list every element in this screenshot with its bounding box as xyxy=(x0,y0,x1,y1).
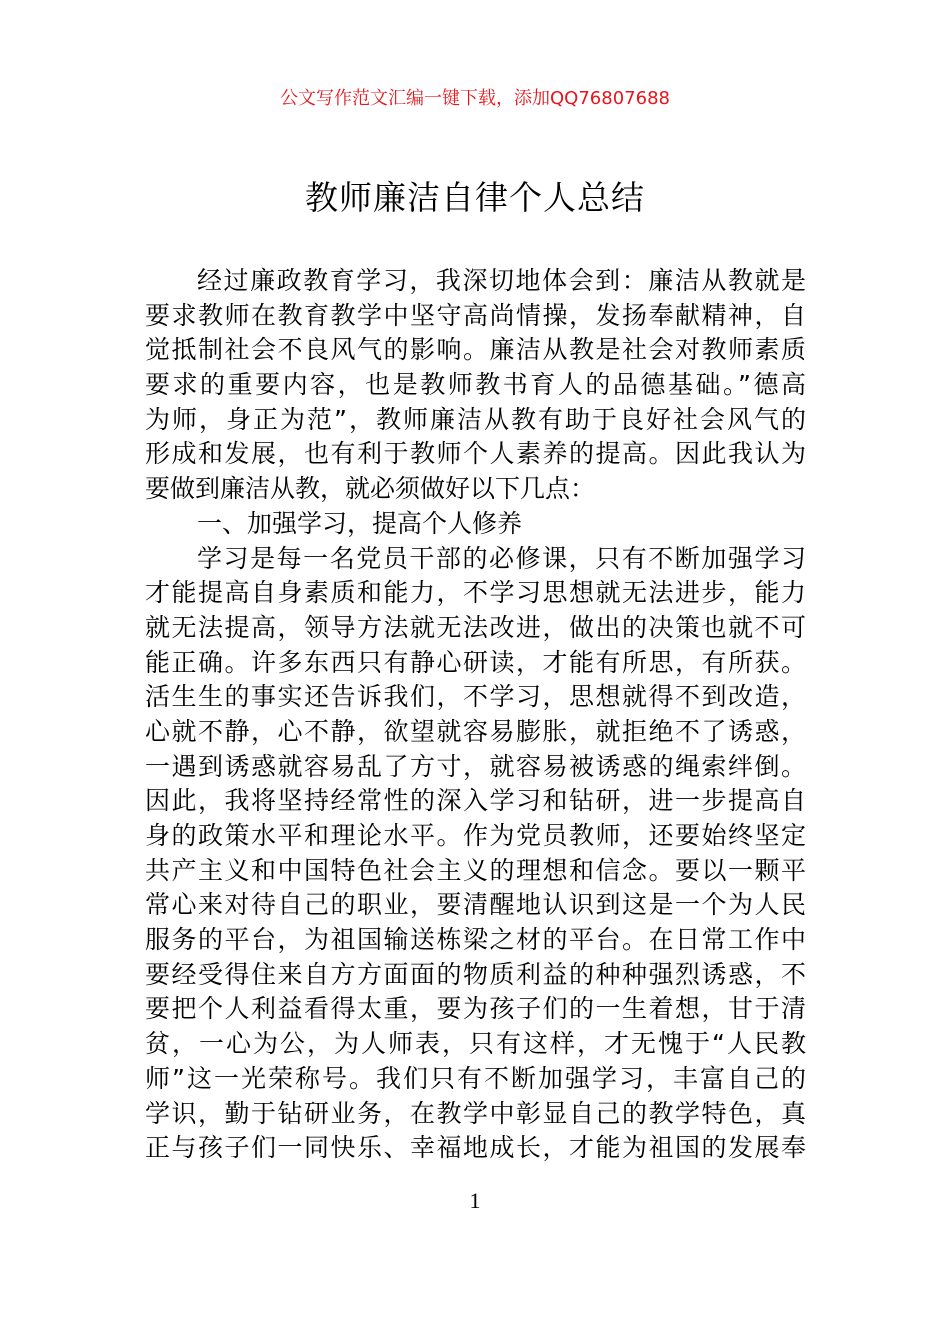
text-line: 要求教师在教育教学中坚守高尚情操，发扬奉献精神，自 xyxy=(145,300,806,330)
section-heading: 一、加强学习，提高个人修养 xyxy=(197,508,523,538)
text-line: 一遇到诱惑就容易乱了方寸，就容易被诱惑的绳索绊倒。 xyxy=(145,751,806,781)
text-line: 师”这一光荣称号。我们只有不断加强学习，丰富自己的 xyxy=(145,1063,806,1093)
document-title: 教师廉洁自律个人总结 xyxy=(305,178,645,217)
text-line: 常心来对待自己的职业，要清醒地认识到这是一个为人民 xyxy=(145,890,806,920)
text-line: 要把个人利益看得太重，要为孩子们的一生着想，甘于清 xyxy=(145,994,806,1024)
text-line: 服务的平台，为祖国输送栋梁之材的平台。在日常工作中 xyxy=(145,925,806,955)
page-number: 1 xyxy=(469,1188,481,1213)
text-line: 觉抵制社会不良风气的影响。廉洁从教是社会对教师素质 xyxy=(145,335,806,365)
text-line: 经过廉政教育学习，我深切地体会到：廉洁从教就是 xyxy=(197,266,806,295)
text-line: 心就不静，心不静，欲望就容易膨胀，就拒绝不了诱惑， xyxy=(145,716,806,746)
text-line: 共产主义和中国特色社会主义的理想和信念。要以一颗平 xyxy=(145,855,806,885)
text-line: 因此，我将坚持经常性的深入学习和钻研，进一步提高自 xyxy=(145,786,806,816)
text-line: 形成和发展，也有利于教师个人素养的提高。因此我认为 xyxy=(145,439,806,469)
text-line: 能正确。许多东西只有静心研读，才能有所思，有所获。 xyxy=(145,647,806,677)
text-line: 活生生的事实还告诉我们，不学习，思想就得不到改造， xyxy=(145,682,806,712)
text-line: 学习是每一名党员干部的必修课，只有不断加强学习 xyxy=(197,543,806,573)
text-line: 贫，一心为公，为人师表，只有这样，才无愧于“人民教 xyxy=(145,1029,806,1059)
promo-header: 公文写作范文汇编一键下载，添加QQ76807688 xyxy=(280,88,670,109)
text-line: 为师，身正为范”，教师廉洁从教有助于良好社会风气的 xyxy=(145,404,806,434)
text-line: 要经受得住来自方方面面的物质利益的种种强烈诱惑，不 xyxy=(145,959,806,989)
text-line: 身的政策水平和理论水平。作为党员教师，还要始终坚定 xyxy=(145,821,806,850)
text-line: 才能提高自身素质和能力，不学习思想就无法进步，能力 xyxy=(145,578,806,608)
text-line: 就无法提高，领导方法就无法改进，做出的决策也就不可 xyxy=(145,612,806,642)
document-body xyxy=(145,264,806,1166)
text-line: 要求的重要内容，也是教师教书育人的品德基础。”德高 xyxy=(145,370,806,400)
text-line: 要做到廉洁从教，就必须做好以下几点： xyxy=(145,474,596,504)
text-line: 学识，勤于钻研业务，在教学中彰显自己的教学特色，真 xyxy=(145,1098,806,1128)
text-line: 正与孩子们一同快乐、幸福地成长，才能为祖国的发展奉 xyxy=(145,1133,806,1163)
